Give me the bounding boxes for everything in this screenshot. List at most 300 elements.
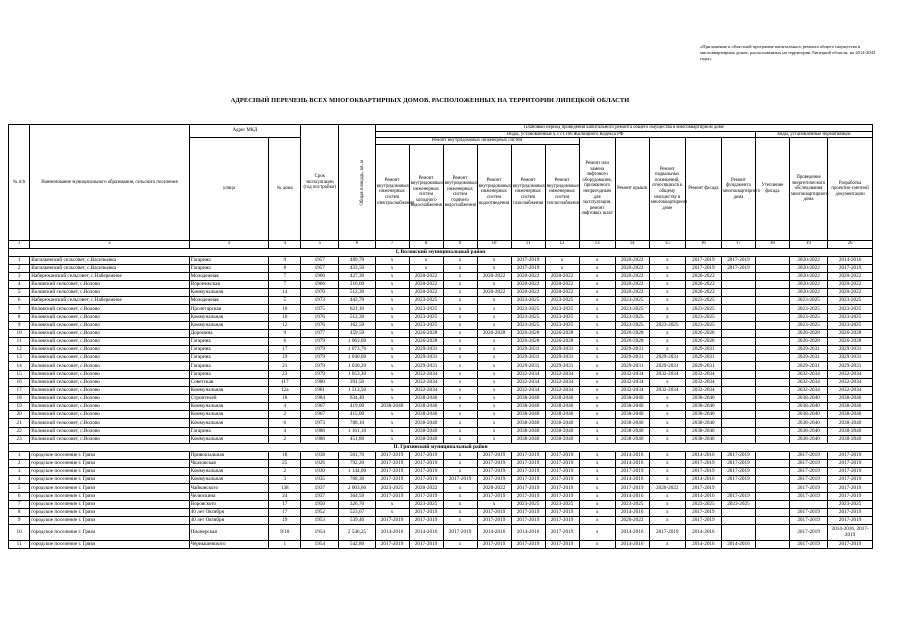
table-cell <box>755 484 789 492</box>
table-row <box>9 468 873 476</box>
table-cell: 12а <box>269 386 301 394</box>
table-cell <box>721 297 755 305</box>
table-cell: 2017-2019 <box>828 451 873 459</box>
table-cell: 2032-2034 <box>511 378 545 386</box>
table-cell: 2023-2025 <box>409 500 443 508</box>
table-cell: 2020-2022 <box>828 289 873 297</box>
table-cell: 2017-2019 <box>545 484 579 492</box>
table-cell: 2017-2019 <box>789 508 827 516</box>
table-cell: 2023-2025 <box>545 500 579 508</box>
table-cell: x <box>579 435 615 443</box>
table-cell: x <box>649 451 685 459</box>
table-cell: 2 <box>9 264 30 272</box>
table-cell: 2026-2028 <box>511 337 545 345</box>
table-cell: 2038-2040 <box>789 411 827 419</box>
column-number-row <box>9 240 873 248</box>
column-number: 14 <box>615 240 649 248</box>
table-cell: 2020-2022 <box>615 256 649 264</box>
table-cell: Чкаловская <box>189 459 269 467</box>
table-cell: 2032-2034 <box>789 378 827 386</box>
table-cell: x <box>443 492 477 500</box>
header-foundation: Ремонт фундамента многоквартирного дома <box>721 138 755 241</box>
table-cell: 2038-2040 <box>409 427 443 435</box>
table-cell: 523,67 <box>339 508 375 516</box>
table-cell: x <box>649 281 685 289</box>
table-cell: 2020-2022 <box>477 484 511 492</box>
table-cell: Гагарина <box>189 346 269 354</box>
table-cell: 415,00 <box>339 411 375 419</box>
table-cell: 8 <box>269 264 301 272</box>
table-cell: x <box>443 305 477 313</box>
table-cell: 2032-2034 <box>685 370 721 378</box>
table-cell: 2023-2025 <box>721 500 755 508</box>
table-cell: 2026-2028 <box>828 329 873 337</box>
table-cell: 4 <box>269 403 301 411</box>
table-cell: 2038-2040 <box>615 435 649 443</box>
table-cell: x <box>579 403 615 411</box>
table-cell: Доронина <box>189 329 269 337</box>
header-eng-heat: Ремонт внутридомовых инженерных систем теплоснабжения <box>545 144 579 240</box>
table-cell: 40 лет Октября <box>189 516 269 524</box>
table-cell: x <box>375 435 409 443</box>
table-cell: x <box>579 525 615 541</box>
table-cell: 2 <box>269 435 301 443</box>
table-cell: 19 <box>269 516 301 524</box>
table-cell: x <box>375 297 409 305</box>
table-cell: 2017-2019 <box>615 484 649 492</box>
table-cell: x <box>443 354 477 362</box>
header-design: Разработка проектно-сметной документации <box>828 138 873 241</box>
table-cell: 2029-2031 <box>828 354 873 362</box>
table-cell: 2026-2028 <box>545 329 579 337</box>
table-cell: x <box>649 313 685 321</box>
table-cell: 1973 <box>301 297 339 305</box>
table-cell: x <box>443 289 477 297</box>
table-cell: 2038-2040 <box>511 419 545 427</box>
table-cell: x <box>579 297 615 305</box>
table-cell: 2017-2019 <box>443 476 477 484</box>
table-cell: x <box>443 321 477 329</box>
table-row <box>9 297 873 305</box>
table-row <box>9 500 873 508</box>
table-cell: 2014-2016 <box>828 256 873 264</box>
table-row <box>9 476 873 484</box>
table-row <box>9 386 873 394</box>
table-cell: 542,80 <box>339 540 375 548</box>
table-cell: 2017-2019 <box>615 468 649 476</box>
table-cell: Воловский сельсовет, с.Волово <box>30 427 189 435</box>
table-cell: 2017-2019 <box>477 540 511 548</box>
table-row <box>9 419 873 427</box>
table-cell: 2017-2019 <box>828 516 873 524</box>
table-cell: 1954 <box>301 525 339 541</box>
table-cell: 2017-2019 <box>409 451 443 459</box>
table-cell: 6 <box>269 419 301 427</box>
table-cell: 2017-2019 <box>409 468 443 476</box>
table-cell: 2 <box>269 468 301 476</box>
table-cell: городское поселение г. Грязи <box>30 540 189 548</box>
column-number: 20 <box>828 240 873 248</box>
table-cell: 2017-2019 <box>477 508 511 516</box>
table-cell: 561,70 <box>339 451 375 459</box>
table-row <box>9 378 873 386</box>
table-cell: 2020-2022 <box>409 289 443 297</box>
table-cell: 2020-2022 <box>615 289 649 297</box>
table-cell: 2014-2016 <box>685 525 721 541</box>
table-cell <box>755 378 789 386</box>
table-cell: 2020-2022 <box>685 272 721 280</box>
table-cell: 2038-2040 <box>409 419 443 427</box>
table-cell: 2023-2025 <box>789 297 827 305</box>
table-cell: 2029-2031 <box>511 354 545 362</box>
table-cell <box>755 313 789 321</box>
table-cell: x <box>579 394 615 402</box>
table-cell: 2029-2031 <box>511 346 545 354</box>
table-cell: 2020-2022 <box>511 281 545 289</box>
table-cell: 3 <box>9 272 30 280</box>
table-cell: 1960 <box>301 272 339 280</box>
table-cell: городское поселение г. Грязи <box>30 451 189 459</box>
table-cell: Воловский сельсовет, с.Волово <box>30 362 189 370</box>
table-cell: 2029-2031 <box>828 346 873 354</box>
table-cell: 2017-2019 <box>409 540 443 548</box>
table-cell: 2017-2019 <box>828 476 873 484</box>
table-cell <box>721 281 755 289</box>
table-cell: 4 <box>269 427 301 435</box>
table-cell: 2038-2040 <box>615 411 649 419</box>
table-cell: x <box>477 500 511 508</box>
table-cell: 2023-2025 <box>511 297 545 305</box>
table-cell: 2038-2040 <box>409 435 443 443</box>
table-cell: 1935 <box>301 476 339 484</box>
table-cell: Пролетарская <box>189 305 269 313</box>
table-cell: x <box>579 427 615 435</box>
header-types-166: Виды, установленные ч.1 ст.166 Жилищного Кодекса РФ <box>375 131 755 138</box>
table-cell <box>721 321 755 329</box>
column-number: 10 <box>477 240 511 248</box>
table-cell: Строителей <box>189 394 269 402</box>
header-house: № дома <box>269 138 301 241</box>
table-cell: x <box>443 362 477 370</box>
table-cell: 2017-2019 <box>545 451 579 459</box>
table-cell: 2017-2019 <box>511 468 545 476</box>
table-cell: 2038-2040 <box>828 394 873 402</box>
table-cell: 2014-2016 <box>409 525 443 541</box>
table-cell: x <box>375 346 409 354</box>
header-types-normative: виды, установленные нормативным <box>755 131 872 138</box>
table-cell: 10 <box>269 305 301 313</box>
table-cell: 5 <box>9 484 30 492</box>
table-cell: Коммунальная <box>189 321 269 329</box>
table-cell: 9/10 <box>269 525 301 541</box>
table-cell <box>721 272 755 280</box>
table-cell: x <box>649 329 685 337</box>
table-cell: 10 <box>269 313 301 321</box>
table-cell: x <box>443 419 477 427</box>
table-cell: 634,40 <box>339 394 375 402</box>
table-cell: 2023-2025 <box>615 297 649 305</box>
table-cell: Гагарина <box>189 337 269 345</box>
table-cell: 2038-2040 <box>685 419 721 427</box>
table-cell: 3 <box>9 468 30 476</box>
table-cell: 2026-2028 <box>685 329 721 337</box>
table-cell: x <box>477 256 511 264</box>
table-cell: 2020-2022 <box>615 272 649 280</box>
table-cell: 2023-2025 <box>545 321 579 329</box>
table-row <box>9 313 873 321</box>
table-cell: 2032-2034 <box>545 370 579 378</box>
table-cell <box>755 321 789 329</box>
section-header-row <box>9 248 873 256</box>
table-cell: 2032-2034 <box>545 386 579 394</box>
table-row <box>9 484 873 492</box>
table-body <box>9 240 873 548</box>
table-cell: Васильевский сельсовет, с.Васильевка <box>30 256 189 264</box>
table-cell: 1954 <box>301 540 339 548</box>
table-cell <box>755 362 789 370</box>
table-cell: 2038-2040 <box>545 427 579 435</box>
table-cell: x <box>579 313 615 321</box>
table-cell: Молодежная <box>189 272 269 280</box>
table-cell: 2017-2019 <box>409 516 443 524</box>
table-cell: x <box>443 329 477 337</box>
table-cell: 12 <box>269 321 301 329</box>
column-number: 4 <box>269 240 301 248</box>
table-cell: 2023-2025 <box>409 297 443 305</box>
table-cell: x <box>375 500 409 508</box>
table-cell: 2038-2040 <box>685 403 721 411</box>
table-cell: 2020-2022 <box>615 264 649 272</box>
table-cell: x <box>375 411 409 419</box>
table-cell <box>755 492 789 500</box>
table-cell: 1 063,60 <box>339 337 375 345</box>
table-cell: 2029-2031 <box>685 362 721 370</box>
table-cell: x <box>579 354 615 362</box>
table-row <box>9 516 873 524</box>
table-cell: 1 040,60 <box>339 354 375 362</box>
appendix-note: «Приложение к областной программе капитального ремонта общего имущества в многоквартирных домах, расположенных на территории Липецкой области, на 2014-2043 годы» <box>700 44 876 62</box>
table-row <box>9 403 873 411</box>
table-cell: 16 <box>9 378 30 386</box>
table-cell: x <box>409 256 443 264</box>
table-cell: x <box>443 451 477 459</box>
table-cell: x <box>443 264 477 272</box>
table-cell: 1979 <box>301 362 339 370</box>
table-cell: Гагарина <box>189 362 269 370</box>
table-cell <box>755 476 789 484</box>
table-cell: x <box>375 508 409 516</box>
table-cell <box>755 427 789 435</box>
table-cell: 2023-2025 <box>685 313 721 321</box>
table-cell: x <box>579 256 615 264</box>
table-cell: 2032-2034 <box>649 370 685 378</box>
table-cell: 2 003,66 <box>339 484 375 492</box>
table-cell <box>755 256 789 264</box>
table-cell: 1937 <box>301 492 339 500</box>
table-cell <box>755 403 789 411</box>
table-cell: 2038-2040 <box>545 411 579 419</box>
table-cell: x <box>649 476 685 484</box>
table-cell: 9 <box>269 329 301 337</box>
table-cell: 2017-2019 <box>789 492 827 500</box>
table-cell: 2020-2022 <box>545 272 579 280</box>
column-number: 5 <box>301 240 339 248</box>
table-cell: x <box>579 419 615 427</box>
table-cell: 2017-2019 <box>721 451 755 459</box>
table-cell: 7 <box>9 305 30 313</box>
table-row <box>9 264 873 272</box>
table-cell: 5 <box>9 289 30 297</box>
table-cell: 2038-2040 <box>615 394 649 402</box>
table-cell: x <box>649 411 685 419</box>
table-cell: Коммунальная <box>189 476 269 484</box>
table-cell: 2026-2028 <box>828 337 873 345</box>
table-cell: 2017-2019 <box>789 540 827 548</box>
table-cell: x <box>477 281 511 289</box>
table-cell: x <box>477 435 511 443</box>
table-cell: 10 <box>9 525 30 541</box>
table-cell: Гагарина <box>189 370 269 378</box>
table-cell: x <box>579 362 615 370</box>
table-cell: Воронежская <box>189 281 269 289</box>
table-cell: 2017-2019 <box>511 540 545 548</box>
column-number: 11 <box>511 240 545 248</box>
table-cell: x <box>375 313 409 321</box>
table-cell: Воловский сельсовет, с.Волово <box>30 394 189 402</box>
table-cell: 2026-2028 <box>789 329 827 337</box>
table-cell: 9 <box>269 256 301 264</box>
table-cell <box>755 500 789 508</box>
table-cell: 1976 <box>301 321 339 329</box>
table-cell: 2038-2040 <box>685 427 721 435</box>
table-cell: 442,70 <box>339 297 375 305</box>
table-cell: 24 <box>269 492 301 500</box>
table-cell: x <box>375 256 409 264</box>
header-num: № п/п <box>9 125 30 241</box>
table-cell: 2020-2022 <box>477 289 511 297</box>
table-cell: x <box>579 264 615 272</box>
table-cell: 2014-2016 <box>685 451 721 459</box>
address-list-table <box>8 124 873 549</box>
table-cell: 427,30 <box>339 272 375 280</box>
table-cell: городское поселение г. Грязи <box>30 492 189 500</box>
table-cell: 1952 <box>301 508 339 516</box>
table-cell: Коммунальная <box>189 411 269 419</box>
header-street: улица <box>189 138 269 241</box>
table-cell: Воловский сельсовет, с.Волово <box>30 313 189 321</box>
table-cell: 2038-2040 <box>789 427 827 435</box>
table-row <box>9 256 873 264</box>
table-cell: 2038-2040 <box>615 403 649 411</box>
table-cell <box>721 337 755 345</box>
table-cell: 2026-2028 <box>685 337 721 345</box>
table-cell: 2026-2028 <box>511 329 545 337</box>
table-cell: 2020-2022 <box>789 264 827 272</box>
table-cell: x <box>649 256 685 264</box>
table-cell: 2017-2019 <box>477 516 511 524</box>
table-cell: 2023-2025 <box>685 305 721 313</box>
table-cell: 2017-2019 <box>375 468 409 476</box>
table-row <box>9 525 873 541</box>
table-cell: 2038-2040 <box>828 427 873 435</box>
table-cell: 2032-2034 <box>685 386 721 394</box>
table-cell: 2017-2019 <box>511 459 545 467</box>
table-cell: 17 <box>269 500 301 508</box>
table-cell: 2017-2019 <box>545 492 579 500</box>
table-cell: 2020-2022 <box>615 516 649 524</box>
table-row <box>9 362 873 370</box>
table-cell <box>721 427 755 435</box>
table-cell: 9 <box>9 516 30 524</box>
table-cell: x <box>579 329 615 337</box>
table-cell <box>755 516 789 524</box>
document-title: АДРЕСНЫЙ ПЕРЕЧЕНЬ ВСЕХ МНОГОКВАРТИРНЫХ ДОМОВ, РАСПОЛОЖЕННЫХ НА ТЕРРИТОРИИ ЛИПЕЦКОЙ ОБЛАСТИ <box>230 97 630 104</box>
table-cell: x <box>375 419 409 427</box>
table-cell <box>755 370 789 378</box>
table-cell: 2017-2019 <box>375 451 409 459</box>
table-cell: 216,60 <box>339 281 375 289</box>
header-energy: Проведение энергетического обследования многоквартирного дома <box>789 138 827 241</box>
table-cell: x <box>443 508 477 516</box>
table-cell: x <box>375 289 409 297</box>
table-cell: 2038-2040 <box>615 419 649 427</box>
table-cell: 1 161,10 <box>339 427 375 435</box>
table-cell: 1986 <box>301 427 339 435</box>
column-number: 7 <box>375 240 409 248</box>
table-cell <box>755 281 789 289</box>
table-cell: 117 <box>269 378 301 386</box>
table-cell: 2014-2016 <box>615 476 649 484</box>
table-cell: 1977 <box>301 329 339 337</box>
table-cell: 18 <box>269 451 301 459</box>
table-cell: 2017-2019 <box>477 451 511 459</box>
table-cell: x <box>579 468 615 476</box>
table-cell: x <box>477 419 511 427</box>
table-cell: 1957 <box>301 264 339 272</box>
table-cell: Коммунальная <box>189 403 269 411</box>
table-cell: 2017-2019 <box>545 508 579 516</box>
table-cell: Воловский сельсовет, с.Волово <box>30 403 189 411</box>
table-cell: x <box>477 411 511 419</box>
table-cell: 2014-2016 <box>615 525 649 541</box>
table-cell: 6 <box>9 297 30 305</box>
table-cell: x <box>579 516 615 524</box>
table-cell: 1986 <box>301 435 339 443</box>
table-cell: 1930 <box>301 468 339 476</box>
table-cell: 2032-2034 <box>511 386 545 394</box>
table-cell: 6 <box>269 337 301 345</box>
table-cell: x <box>477 337 511 345</box>
table-cell: 2017-2019 <box>721 256 755 264</box>
table-cell: 2023-2025 <box>828 305 873 313</box>
table-cell: 2 546,25 <box>339 525 375 541</box>
table-cell <box>721 419 755 427</box>
table-cell: x <box>477 313 511 321</box>
table-cell: 2017-2019 <box>511 264 545 272</box>
table-cell: 2017-2019 <box>789 484 827 492</box>
column-number: 2 <box>30 240 189 248</box>
table-cell: 162,50 <box>339 321 375 329</box>
table-cell: 2032-2034 <box>828 386 873 394</box>
table-cell: 2029-2031 <box>615 354 649 362</box>
table-cell: Воловский сельсовет, с.Волово <box>30 370 189 378</box>
table-cell: Воловский сельсовет, с.Волово <box>30 281 189 289</box>
table-cell: 2017-2019 <box>685 468 721 476</box>
table-cell: 2038-2040 <box>409 411 443 419</box>
header-facade: Ремонт фасада <box>685 138 721 241</box>
column-number: 3 <box>189 240 269 248</box>
table-cell: 2017-2019 <box>685 256 721 264</box>
